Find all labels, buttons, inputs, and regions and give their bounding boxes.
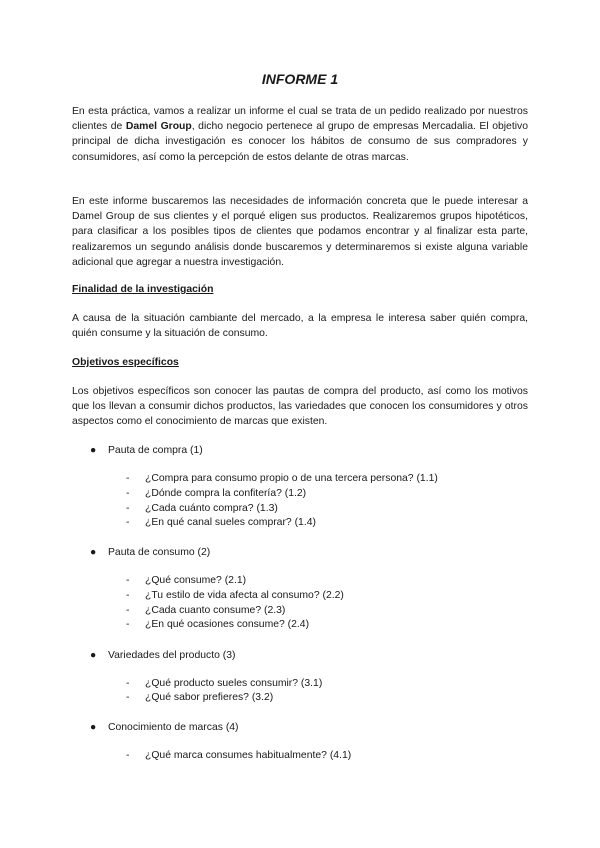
- bullet-label: Conocimiento de marcas (4): [108, 722, 239, 733]
- dash-icon: -: [126, 590, 130, 601]
- sub-item-text: ¿Qué producto sueles consumir? (3.1): [145, 678, 323, 689]
- bullet-label: Pauta de compra (1): [108, 445, 203, 456]
- intro-p1-text-end: , dicho negocio pertenece al grupo de empresas Mercadalia. El objetivo principal de dicha investigación es conocer los hábitos de consumo de sus compradores y consumidores, así como la percepción de estos delante de otras marcas.: [72, 121, 529, 163]
- intro-paragraph-1: [72, 104, 528, 165]
- dash-icon: -: [126, 575, 130, 586]
- sub-item-text: ¿En qué canal sueles comprar? (1.4): [145, 517, 316, 528]
- dash-icon: -: [126, 750, 130, 761]
- sub-item: [126, 618, 309, 633]
- sub-item: [126, 604, 285, 619]
- bullet-icon: ●: [90, 722, 97, 733]
- sub-item: [126, 487, 306, 502]
- bullet-icon: ●: [90, 547, 97, 558]
- dash-icon: -: [126, 503, 130, 514]
- objetivos-paragraph: Los objetivos específicos son conocer las pautas de compra del producto, así como los motivos que los llevan a consumir dichos productos, las variedades que conocen los consumidores y otros aspectos como el conocimiento de marcas que existen.: [72, 386, 528, 428]
- sub-item: [126, 691, 273, 706]
- bullet-label: Pauta de consumo (2): [108, 547, 211, 558]
- bullet-icon: ●: [90, 650, 97, 661]
- objetivos-heading: Objetivos específicos: [72, 357, 179, 368]
- dash-icon: -: [126, 678, 130, 689]
- bullet-item: [90, 443, 203, 458]
- sub-item-text: ¿Cada cuanto consume? (2.3): [145, 605, 286, 616]
- dash-icon: -: [126, 473, 130, 484]
- dash-icon: -: [126, 517, 130, 528]
- sub-item: [126, 677, 322, 692]
- intro-paragraph-2: En este informe buscaremos las necesidades de información concreta que le puede interesar a Damel Group de sus clientes y el porqué eligen sus productos. Realizaremos grupos hipotéticos, para clasificar a los posibles tipos de clientes que podamos encontrar y al finalizar esta parte, realizaremos un segundo análisis donde buscaremos y determinaremos si existe alguna variable adicional que agregar a nuestra investigación.: [72, 196, 528, 268]
- bullet-label: Variedades del producto (3): [108, 650, 236, 661]
- bullet-item: [90, 720, 239, 735]
- sub-item-text: ¿Qué marca consumes habitualmente? (4.1): [145, 750, 352, 761]
- client-name: Damel Group: [125, 121, 192, 133]
- sub-item-text: ¿Tu estilo de vida afecta al consumo? (2.2): [145, 590, 344, 601]
- sub-item-text: ¿Cada cuánto compra? (1.3): [145, 503, 278, 514]
- intro-p1-text: En esta práctica, vamos a realizar un informe el cual se trata de un pedido realizado por nuestros clientes de: [72, 106, 528, 133]
- bullet-item: [90, 648, 235, 663]
- document-title: INFORME 1: [261, 71, 339, 87]
- bullet-item: [90, 545, 210, 560]
- sub-item: [126, 574, 246, 589]
- sub-item: [126, 516, 316, 531]
- sub-item-text: ¿Qué sabor prefieres? (3.2): [145, 692, 274, 703]
- sub-item: [126, 502, 278, 517]
- finalidad-heading: Finalidad de la investigación: [72, 284, 214, 295]
- sub-item-text: ¿Compra para consumo propio o de una tercera persona? (1.1): [145, 473, 438, 484]
- finalidad-paragraph: A causa de la situación cambiante del mercado, a la empresa le interesa saber quién compra, quién consume y la situación de consumo.: [72, 313, 528, 340]
- sub-item-text: ¿Dónde compra la confitería? (1.2): [145, 488, 307, 499]
- dash-icon: -: [126, 619, 130, 630]
- sub-item: [126, 589, 344, 604]
- sub-item: [126, 472, 438, 487]
- sub-item: [126, 749, 351, 764]
- sub-item-text: ¿Qué consume? (2.1): [145, 575, 247, 586]
- sub-item-text: ¿En qué ocasiones consume? (2.4): [145, 619, 310, 630]
- dash-icon: -: [126, 605, 130, 616]
- bullet-icon: ●: [90, 445, 97, 456]
- dash-icon: -: [126, 692, 130, 703]
- dash-icon: -: [126, 488, 130, 499]
